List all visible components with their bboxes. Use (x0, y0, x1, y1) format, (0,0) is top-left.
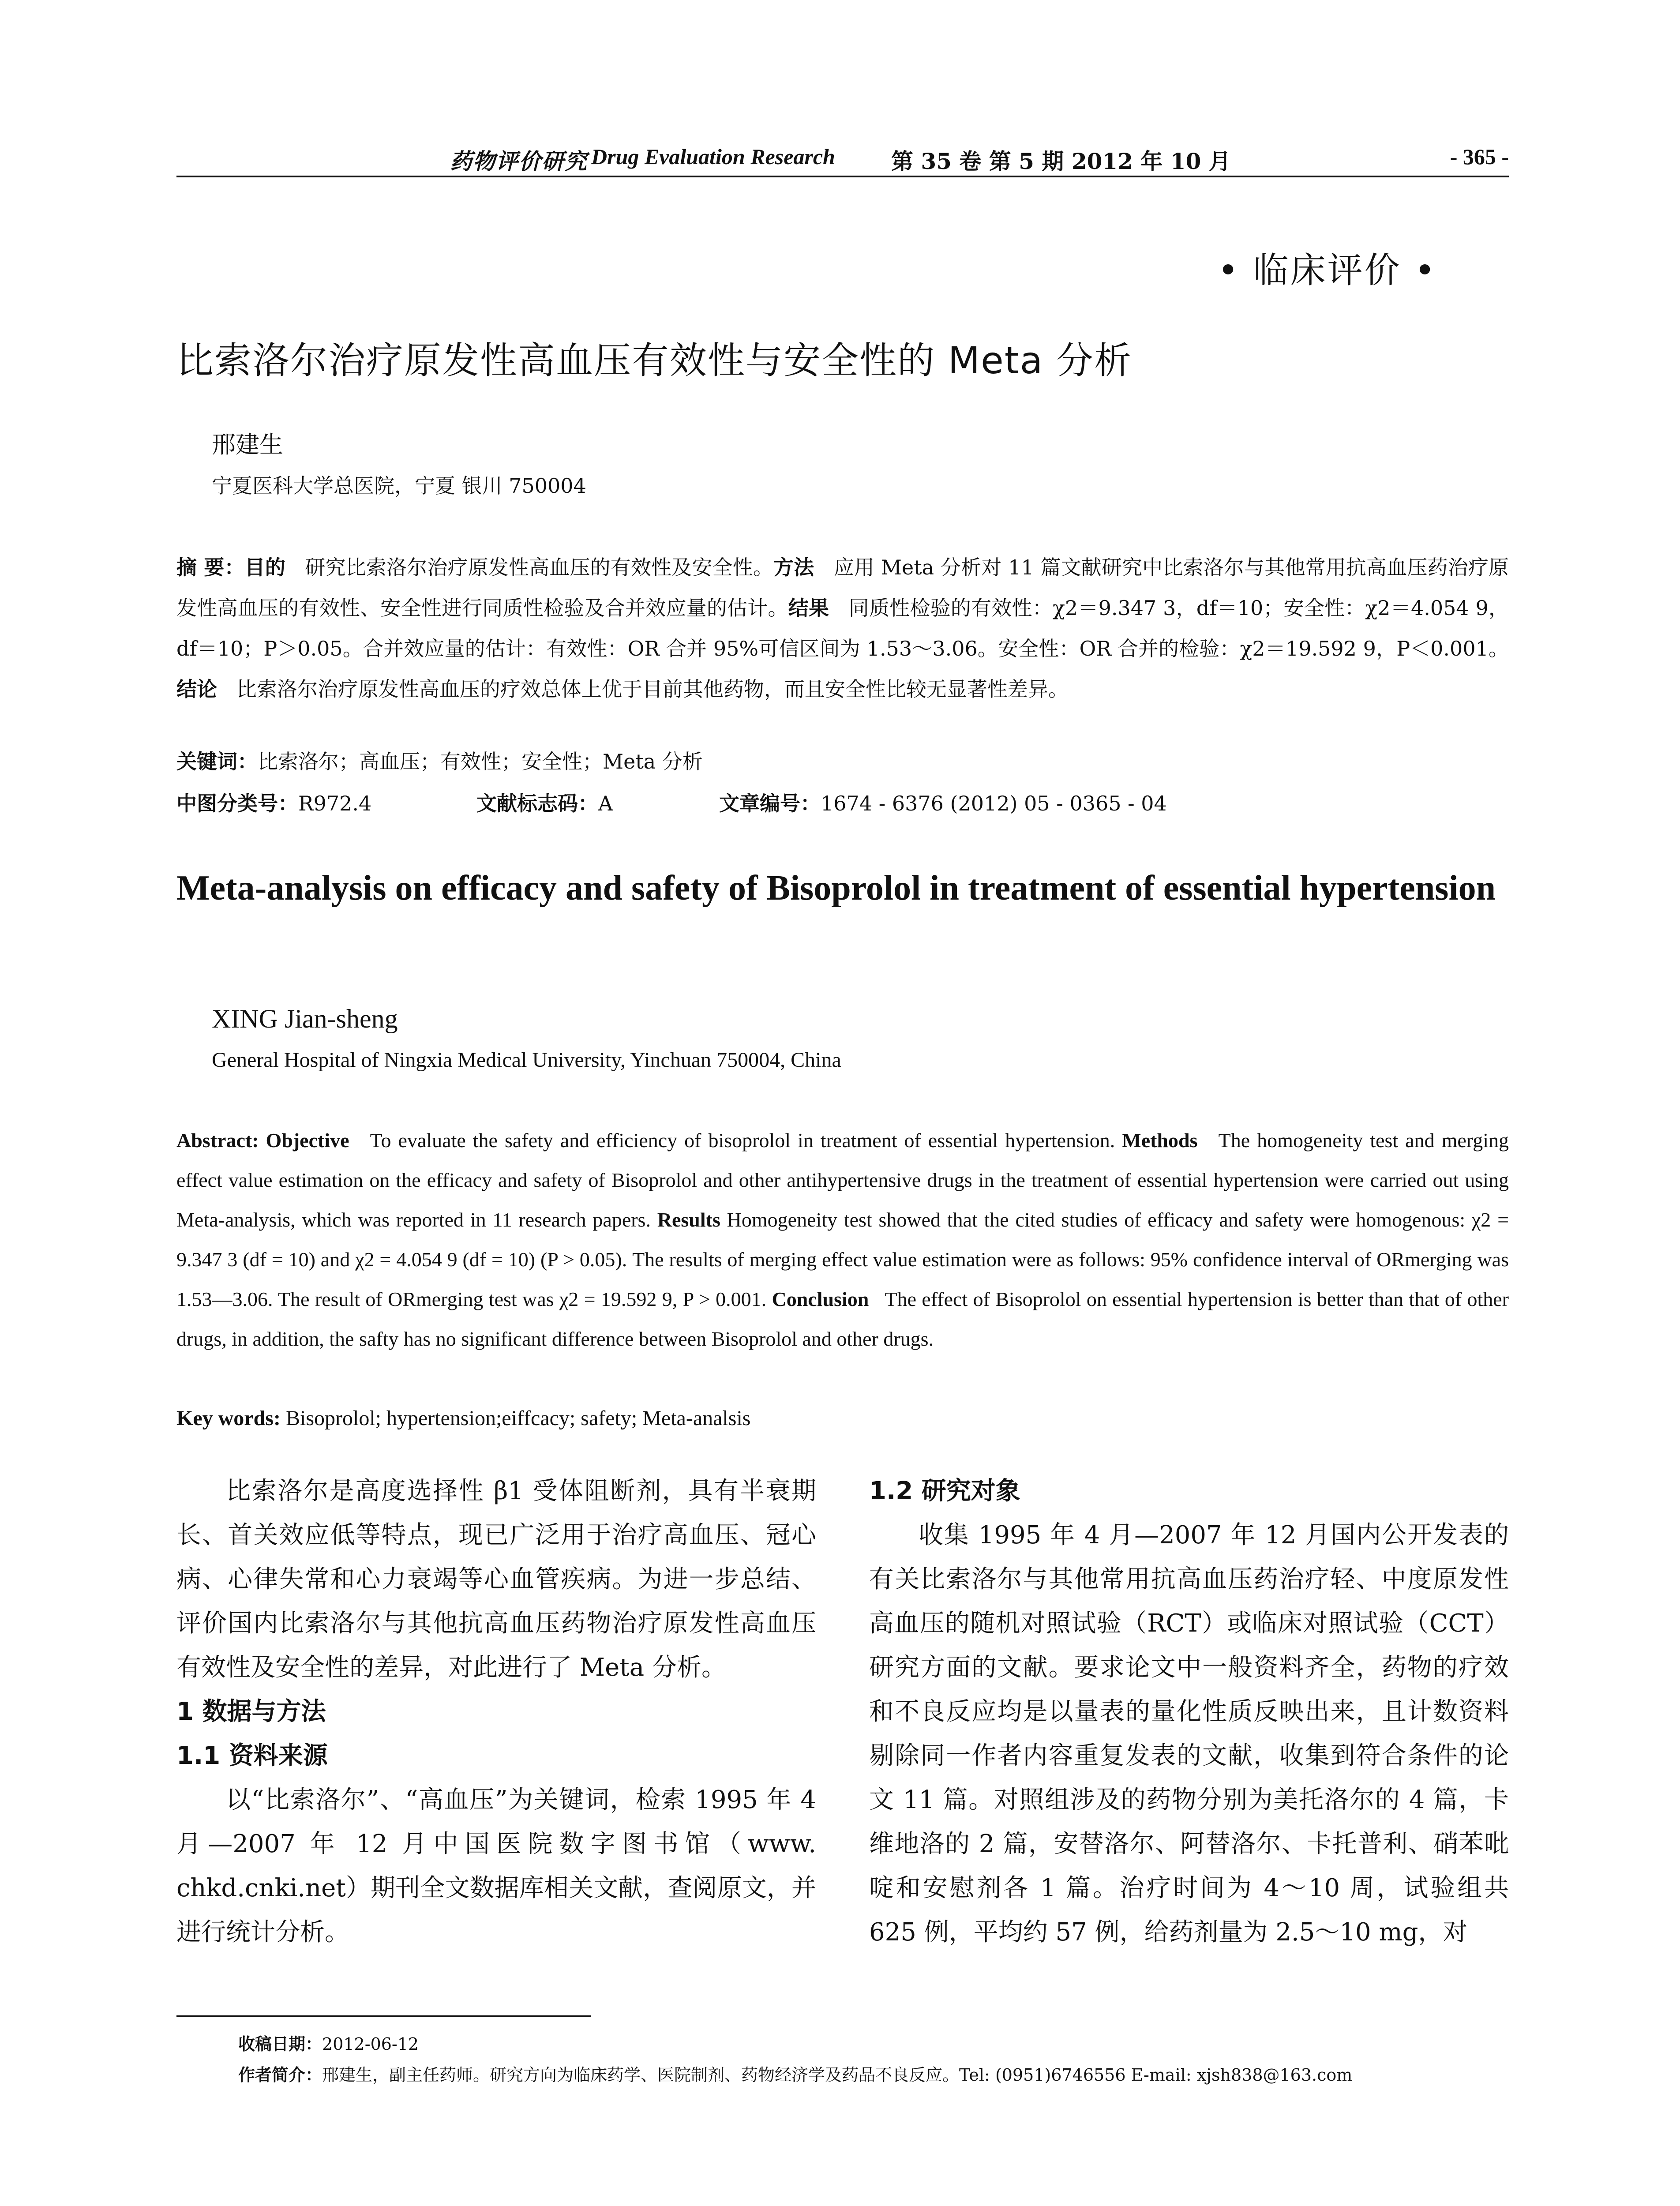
page-number: - 365 - (1450, 144, 1509, 169)
author-bio (238, 2060, 1518, 2090)
body-column-right (869, 1469, 1509, 1955)
journal-name: Drug Evaluation Research (591, 144, 835, 169)
journal-logo: 药物评价研究 (450, 148, 588, 174)
methods-en-text: The homogeneity test and merging effect value estimation on the efficacy and safety of Bisoprolol and other antihypertensive drugs in the treatment of essential hypertension were carried out using Meta-analysis, which was reported in 11 research papers. (176, 1129, 1509, 1231)
paragraph-1-2: 收集 1995 年 4 月—2007 年 12 月国内公开发表的有关比索洛尔与其他常用抗高血压药治疗轻、中度原发性高血压的随机对照试验（RCT）或临床对照试验（CCT）研究方面的文献。要求论文中一般资料齐全，药物的疗效和不良反应均是以量表的量化性质反映出来，且计数资料剔除同一作者内容重复发表的文献，收集到符合条件的论文 11 篇。对照组涉及的药物分别为美托洛尔的 4 篇，卡维地洛的 2 篇，安替洛尔、阿替洛尔、卡托普利、硝苯吡啶和安慰剂各 1 篇。治疗时间为 4～10 周，试验组共 625 例，平均约 57 例，给药剂量为 2.5～10 mg，对 (869, 1521, 1509, 1947)
received-date (238, 2029, 1518, 2060)
intro-paragraph: 比索洛尔是高度选择性 β1 受体阻断剂，具有半衰期长、首关效应低等特点，现已广泛用于治疗高血压、冠心病、心律失常和心力衰竭等心血管疾病。为进一步总结、评价国内比索洛尔与其他抗高血压药物治疗原发性高血压有效性及安全性的差异，对此进行了 Meta 分析。 (176, 1477, 816, 1682)
keywords-cn-text: 比索洛尔；高血压；有效性；安全性；Meta 分析 (258, 750, 703, 773)
clc-label: 中图分类号： (176, 792, 298, 815)
classification-line (176, 783, 1509, 824)
objective-label: 目的 (244, 555, 285, 579)
results-en-label: Results (657, 1208, 720, 1231)
abstract-cn (176, 547, 1509, 709)
header-rule (176, 176, 1509, 177)
conclusion-label: 结论 (176, 677, 217, 701)
conclusion-text: 比索洛尔治疗原发性高血压的疗效总体上优于目前其他药物，而且安全性比较无显著性差异。 (236, 677, 1069, 701)
doc-code-value: A (598, 792, 613, 815)
methods-text: 应用 Meta 分析对 11 篇文献研究中比索洛尔与其他常用抗高血压药治疗原发性高血压的有效性、安全性进行同质性检验及合并效应量的估计。 (176, 555, 1509, 620)
bio-label: 作者简介： (238, 2065, 322, 2085)
issue-info: 第 35 卷 第 5 期 2012 年 10 月 (891, 148, 1231, 174)
heading-1: 1 数据与方法 (176, 1697, 326, 1726)
running-header (176, 140, 1509, 176)
abstract-en (176, 1121, 1509, 1359)
methods-label: 方法 (773, 555, 814, 579)
objective-en-text: To evaluate the safety and efficiency of bisoprolol in treatment of essential hypertension. (370, 1129, 1115, 1152)
article-no-value: 1674 - 6376 (2012) 05 - 0365 - 04 (821, 792, 1167, 815)
conclusion-en-label: Conclusion (772, 1288, 869, 1310)
heading-1-2: 1.2 研究对象 (869, 1477, 1020, 1505)
heading-1-1: 1.1 资料来源 (176, 1741, 328, 1770)
received-label: 收稿日期： (238, 2034, 322, 2054)
title-en: Meta-analysis on efficacy and safety of Bisoprolol in treatment of essential hypertension (176, 869, 1496, 908)
footnote-rule (176, 2015, 591, 2017)
bio-text: 邢建生，副主任药师。研究方向为临床药学、医院制剂、药物经济学及药品不良反应。Tel: (0951)6746556 E-mail: xjsh838@163.com (322, 2065, 1353, 2085)
author-en: XING Jian-sheng (212, 1004, 398, 1033)
results-text: 同质性检验的有效性：χ2＝9.347 3，df＝10；安全性：χ2＝4.054 9，df＝10；P＞0.05。合并效应量的估计：有效性：OR 合并 95%可信区间为 1.53～3.06。安全性：OR 合并的检验：χ2＝19.592 9，P＜0.001。 (176, 596, 1509, 660)
article-number (719, 783, 1167, 824)
abstract-en-label: Abstract: (176, 1129, 259, 1152)
results-label: 结果 (788, 596, 829, 620)
results-en-text: Homogeneity test showed that the cited studies of efficacy and safety were homogenous: χ2 = 9.347 3 (df = 10) and χ2 = 4.054 9 (df = 10) (P > 0.05). The results of merging effect value estimation were as follows: 95% confidence interval of ORmerging was 1.53—3.06. The result of ORmerging test was χ2 = 19.592 9, P > 0.001. (176, 1208, 1509, 1310)
article-no-label: 文章编号： (719, 792, 821, 815)
objective-en-label: Objective (266, 1129, 349, 1152)
clc-code (176, 783, 371, 824)
keywords-en-text: Bisoprolol; hypertension;eiffcacy; safety; Meta-analsis (285, 1407, 751, 1430)
author-cn: 邢建生 (212, 431, 283, 458)
clc-value: R972.4 (298, 792, 372, 815)
document-code (476, 783, 613, 824)
keywords-cn-label: 关键词： (176, 750, 258, 773)
title-cn: 比索洛尔治疗原发性高血压有效性与安全性的 Meta 分析 (176, 339, 1132, 382)
footnotes (238, 2029, 1518, 2090)
keywords-cn (176, 741, 1509, 782)
keywords-en (176, 1399, 1509, 1438)
affiliation-en: General Hospital of Ningxia Medical University, Yinchuan 750004, China (212, 1048, 841, 1072)
body-column-left (176, 1469, 816, 1955)
section-tag: • 临床评价 • (1218, 250, 1437, 291)
abstract-label: 摘 要： (176, 555, 245, 579)
conclusion-en-text: The effect of Bisoprolol on essential hypertension is better than that of other drugs, in addition, the safty has no significant difference between Bisoprolol and other drugs. (176, 1288, 1509, 1350)
objective-text: 研究比索洛尔治疗原发性高血压的有效性及安全性。 (305, 555, 774, 579)
paragraph-1-1: 以“比索洛尔”、“高血压”为关键词，检索 1995 年 4 月—2007 年 12 月中国医院数字图书馆（www. chkd.cnki.net）期刊全文数据库相关文献，查阅原文，并进行统计分析。 (176, 1786, 816, 1947)
affiliation-cn: 宁夏医科大学总医院，宁夏 银川 750004 (212, 474, 586, 498)
methods-en-label: Methods (1122, 1129, 1198, 1152)
keywords-en-label: Key words: (176, 1407, 281, 1430)
received-value: 2012-06-12 (322, 2034, 419, 2054)
doc-code-label: 文献标志码： (476, 792, 598, 815)
